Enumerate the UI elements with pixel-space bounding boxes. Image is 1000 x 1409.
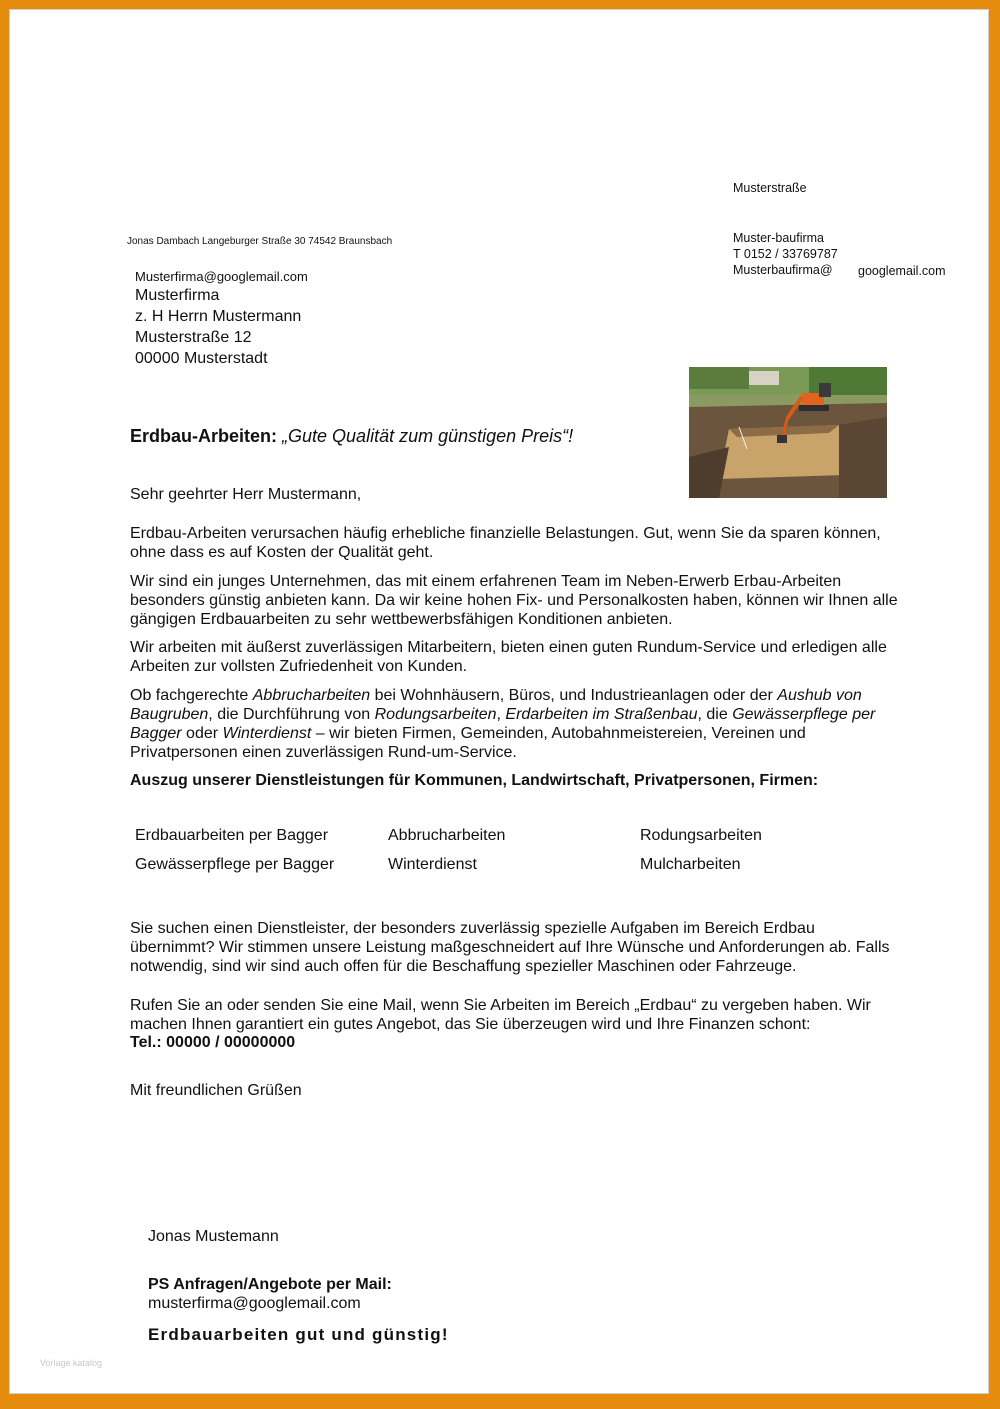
subject-line	[130, 426, 573, 447]
header-phone: T 0152 / 33769787	[733, 247, 838, 261]
service-item: Abbrucharbeiten	[388, 827, 506, 844]
paragraph-1: Erdbau-Arbeiten verursachen häufig erhebliche finanzielle Belastungen. Gut, wenn Sie da sparen können, ohne dass es auf Kosten der Qualität geht.	[130, 525, 881, 561]
signature-name: Jonas Mustemann	[148, 1228, 279, 1245]
subject-bold: Erdbau-Arbeiten:	[130, 426, 278, 446]
letter-page	[9, 9, 989, 1394]
header-email-domain: googlemail.com	[858, 264, 946, 278]
paragraph-5: Sie suchen einen Dienstleister, der besonders zuverlässig spezielle Aufgaben im Bereich Erdbau übernimmt? Wir stimmen unsere Leistung maßgeschneidert auf Ihre Wünsche und Anforderungen ab. Falls notwendig, sind wir sind auch offen für die Beschaffung spezieller Maschinen oder Fahrzeuge.	[130, 920, 890, 975]
sender-return-line: Jonas Dambach Langeburger Straße 30 74542 Braunsbach	[127, 236, 393, 247]
excavator-photo	[689, 367, 887, 498]
header-street: Musterstraße	[733, 181, 807, 195]
salutation: Sehr geehrter Herr Mustermann,	[130, 486, 362, 503]
services-heading: Auszug unserer Dienstleistungen für Kommunen, Landwirtschaft, Privatpersonen, Firmen:	[130, 772, 819, 789]
header-company: Muster-baufirma	[733, 231, 824, 245]
closing: Mit freundlichen Grüßen	[130, 1082, 302, 1099]
ps-email: musterfirma@googlemail.com	[148, 1295, 361, 1312]
service-item: Winterdienst	[388, 856, 477, 873]
recipient-line3: Musterstraße 12	[135, 329, 252, 346]
header-email-user: Musterbaufirma@	[733, 263, 833, 277]
watermark: Vorlage katalog	[40, 1358, 103, 1368]
slogan: Erdbauarbeiten gut und günstig!	[148, 1325, 449, 1344]
paragraph-6: Rufen Sie an oder senden Sie eine Mail, wenn Sie Arbeiten im Bereich „Erdbau“ zu vergeben haben. Wir machen Ihnen garantiert ein gutes Angebot, das Sie überzeugen wird und Ihre Finanzen schont:	[130, 997, 871, 1033]
paragraph-2: Wir sind ein junges Unternehmen, das mit einem erfahrenen Team im Neben-Erwerb Erbau-Arbeiten besonders günstig anbieten kann. Da wir keine hohen Fix- und Personalkosten haben, können wir Ihnen alle gängigen Erdbauarbeiten zu sehr wettbewerbsfähigen Konditionen anbieten.	[130, 573, 898, 628]
paragraph-3: Wir arbeiten mit äußerst zuverlässigen Mitarbeitern, bieten einen guten Rundum-Service und erledigen alle Arbeiten zur vollsten Zufriedenheit von Kunden.	[130, 639, 887, 675]
service-item: Rodungsarbeiten	[640, 827, 762, 844]
ps-heading: PS Anfragen/Angebote per Mail:	[148, 1276, 392, 1293]
subject-italic: „Gute Qualität zum günstigen Preis“!	[282, 426, 574, 446]
phone-number: Tel.: 00000 / 00000000	[130, 1034, 296, 1051]
service-item: Gewässerpflege per Bagger	[135, 856, 335, 873]
recipient-line2: z. H Herrn Mustermann	[135, 308, 302, 325]
paragraph-4: Ob fachgerechte Abbrucharbeiten bei Wohnhäusern, Büros, und Industrieanlagen oder der Aushub von Baugruben, die Durchführung von Rodungsarbeiten, Erdarbeiten im Straßenbau, die Gewässerpflege per Bagger oder Winterdienst – wir bieten Firmen, Gemeinden, Autobahnmeistereien, Vereinen und Privatpersonen einen zuverlässigen Rund-um-Service.	[130, 687, 876, 761]
service-item: Mulcharbeiten	[640, 856, 741, 873]
recipient-line1: Musterfirma	[135, 287, 220, 304]
recipient-line4: 00000 Musterstadt	[135, 350, 268, 367]
service-item: Erdbauarbeiten per Bagger	[135, 827, 329, 844]
recipient-email: Musterfirma@googlemail.com	[135, 269, 308, 284]
